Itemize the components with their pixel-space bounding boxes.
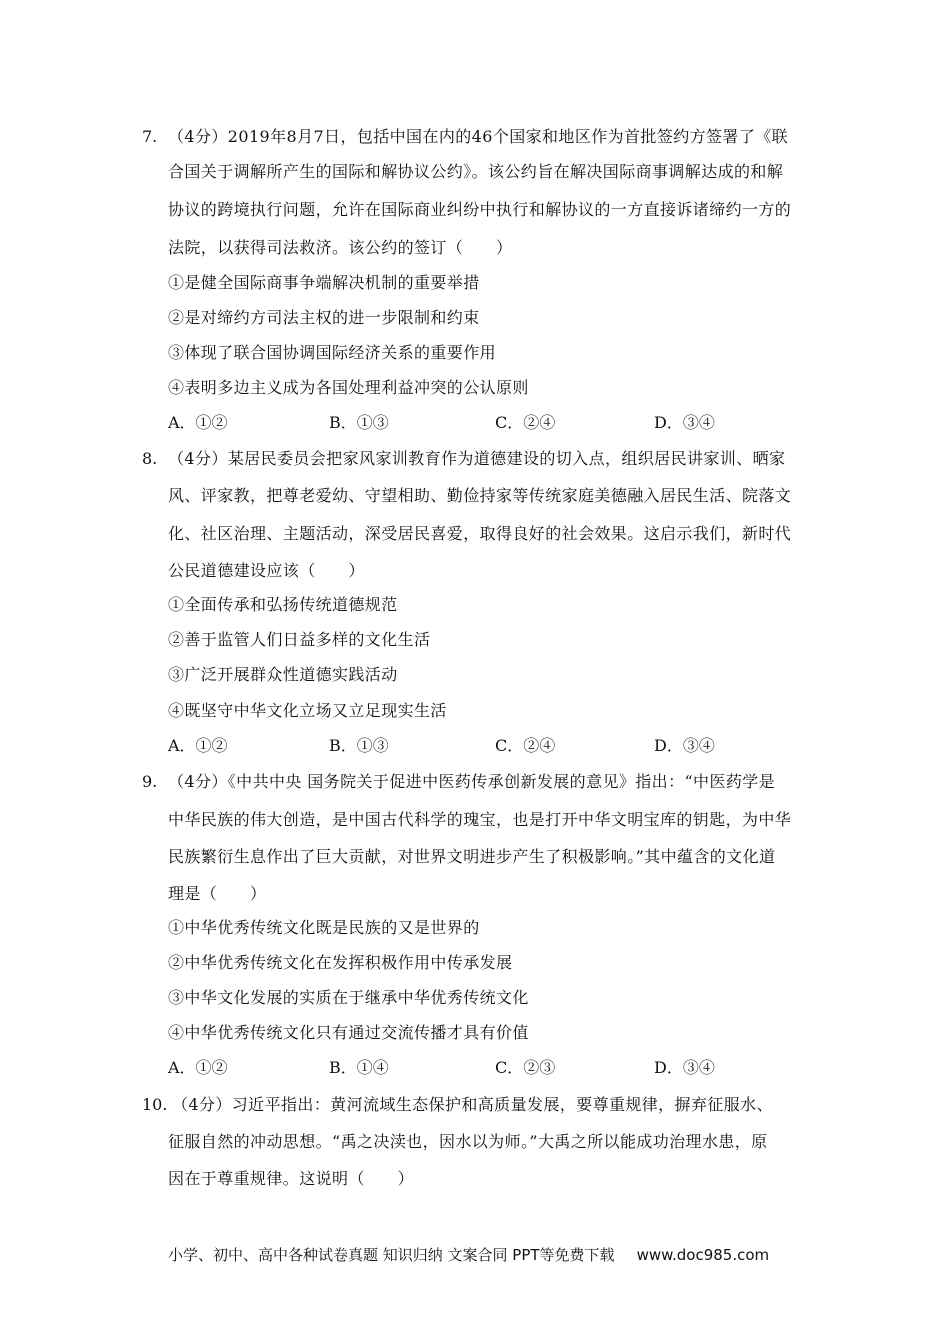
question-text-line: 协议的跨境执行问题，允许在国际商业纠纷中执行和解协议的一方直接诉诸缔约一方的 <box>168 200 792 219</box>
choice-a: A．①② <box>168 736 228 755</box>
question-text-line: 征服自然的冲动思想。“禹之决渎也，因水以为师。”大禹之所以能成功治理水患，原 <box>168 1132 768 1151</box>
question-text-line: 公民道德建设应该（ ） <box>168 561 365 580</box>
statement: ②中华优秀传统文化在发挥积极作用中传承发展 <box>168 953 513 972</box>
statement: ①全面传承和弘扬传统道德规范 <box>168 595 398 614</box>
question-number: 7. <box>142 127 158 146</box>
choice-c: C．②③ <box>495 1058 556 1077</box>
question-text-line: 合国关于调解所产生的国际和解协议公约》。该公约旨在解决国际商事调解达成的和解 <box>168 162 784 181</box>
question-text-line: （4分）《中共中央 国务院关于促进中医药传承创新发展的意见》指出：“中医药学是 <box>168 772 776 791</box>
question-text-line: （4分）某居民委员会把家风家训教育作为道德建设的切入点，组织居民讲家训、晒家 <box>168 449 786 468</box>
choice-a: A．①② <box>168 1058 228 1077</box>
choice-b: B．①③ <box>329 736 389 755</box>
statement: ③体现了联合国协调国际经济关系的重要作用 <box>168 343 497 362</box>
question-number: 8. <box>142 449 158 468</box>
question-text-line: 理是（ ） <box>168 884 267 903</box>
choice-d: D．③④ <box>654 736 715 755</box>
statement: ①是健全国际商事争端解决机制的重要举措 <box>168 273 480 292</box>
statement: ④中华优秀传统文化只有通过交流传播才具有价值 <box>168 1023 529 1042</box>
question-text-line: （4分）习近平指出：黄河流域生态保护和高质量发展，要尊重规律，摒弃征服水、 <box>172 1095 773 1114</box>
question-text-line: 风、评家教，把尊老爱幼、守望相助、勤俭持家等传统家庭美德融入居民生活、院落文 <box>168 486 792 505</box>
choice-c: C．②④ <box>495 413 556 432</box>
choice-d: D．③④ <box>654 1058 715 1077</box>
statement: ①中华优秀传统文化既是民族的又是世界的 <box>168 918 480 937</box>
question-text-line: 化、社区治理、主题活动，深受居民喜爱，取得良好的社会效果。这启示我们，新时代 <box>168 524 792 543</box>
footer-text: 小学、初中、高中各种试卷真题 知识归纳 文案合同 PPT等免费下载 <box>168 1246 615 1264</box>
statement: ②善于监管人们日益多样的文化生活 <box>168 630 431 649</box>
choice-a: A．①② <box>168 413 228 432</box>
question-number: 9. <box>142 772 158 791</box>
choice-b: B．①④ <box>329 1058 389 1077</box>
question-text-line: 民族繁衍生息作出了巨大贡献，对世界文明进步产生了积极影响。”其中蕴含的文化道 <box>168 847 776 866</box>
choice-b: B．①③ <box>329 413 389 432</box>
footer-url-link[interactable]: www.doc985.com <box>636 1246 770 1264</box>
question-number: 10. <box>142 1095 168 1114</box>
statement: ③中华文化发展的实质在于继承中华优秀传统文化 <box>168 988 529 1007</box>
choice-c: C．②④ <box>495 736 556 755</box>
statement: ②是对缔约方司法主权的进一步限制和约束 <box>168 308 480 327</box>
statement: ④既坚守中华文化立场又立足现实生活 <box>168 701 447 720</box>
statement: ④表明多边主义成为各国处理利益冲突的公认原则 <box>168 378 529 397</box>
question-text-line: （4分）2019年8月7日，包括中国在内的46个国家和地区作为首批签约方签署了《联 <box>168 127 789 146</box>
question-text-line: 中华民族的伟大创造，是中国古代科学的瑰宝，也是打开中华文明宝库的钥匙，为中华 <box>168 810 792 829</box>
choice-d: D．③④ <box>654 413 715 432</box>
statement: ③广泛开展群众性道德实践活动 <box>168 665 398 684</box>
question-text-line: 因在于尊重规律。这说明（ ） <box>168 1169 415 1188</box>
page-footer <box>168 1244 769 1266</box>
question-text-line: 法院，以获得司法救济。该公约的签订（ ） <box>168 238 513 257</box>
